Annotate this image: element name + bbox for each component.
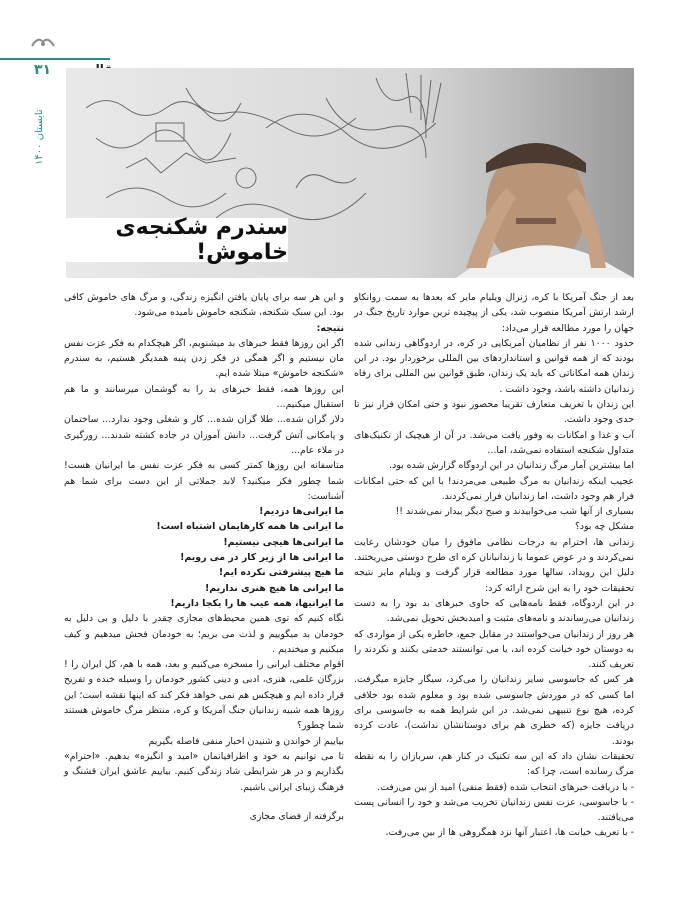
paragraph: این زندان با تعریف متعارف تقریبا محصور نبود و حتی امکان فرار نیز تا حدی وجود داشت. xyxy=(354,399,634,426)
paragraph: هر روز از زندانیان می‌خواستند در مقابل جمع، خاطره یکی از مواردی که به دوستان خود خیانت کرده اند، یا می توانستند خدمتی بکنند و نکردند را تعریف کنند. xyxy=(354,628,634,671)
header-rule xyxy=(0,58,110,60)
issue-label: تابستان ۱۴۰۰ xyxy=(34,109,45,165)
magazine-logo-icon xyxy=(30,34,56,50)
paragraph: و این هر سه برای پایان یافتن انگیزه زندگی، و مرگ های خاموش کافی بود. این سبک شکنجه، شکنجه خاموش نامیده می‌شود. xyxy=(64,292,344,319)
quote-line: ما ایرانی ها از زیر کار در می رویم! xyxy=(180,552,344,564)
quote-line: ما ایرانیها، همه عیب ها را یکجا داریم! xyxy=(170,597,344,609)
paragraph: بسیاری از آنها شب می‌خوابیدند و صبح دیگر بیدار نمی‌شدند !! xyxy=(395,506,634,518)
article-column-left xyxy=(64,290,344,824)
article-title: سندرم شکنجه‌ی خاموش! xyxy=(64,218,288,262)
page-number: ۳۱ xyxy=(34,62,52,78)
paragraph: - با جاسوسی، عزت نفس زندانیان تخریب می‌شد و خود را انسانی پست می‌یافتند. xyxy=(354,796,634,824)
paragraph: اگر این روزها فقط خبرهای بد میشنویم، اگر هیچکدام به فکر عزت نفس مان نیستیم و اگر همگی در فکر زدن پنبه همدیگر هستیم، به سندرم «شکنجه خاموش» مبتلا شده ایم. xyxy=(64,337,344,380)
paragraph: آب و غذا و امکانات به وفور یافت می‌شد. در آن از هیچیک از تکنیک‌های متداول شکنجه استفاده نمی‌شد، اما... xyxy=(354,429,634,456)
source-note: برگرفته از فضای مجازی xyxy=(249,810,344,822)
paragraph: بیاییم از خواندن و شنیدن اخبار منفی فاصله بگیریم xyxy=(148,735,344,747)
paragraph: مشکل چه بود؟ xyxy=(574,521,634,533)
paragraph: - با دریافت خبرهای انتخاب شده (فقط منفی) امید از بین می‌رفت. xyxy=(377,781,634,793)
quote-line: ما ایرانی ها هیچ هنری نداریم! xyxy=(205,582,344,594)
paragraph: تحقیقات نشان داد که این سه تکنیک در کنار هم، سربازان را به نقطه مرگ رسانده است، چرا که: xyxy=(354,750,634,778)
paragraph: حدود ۱۰۰۰ نفر از نظامیان آمریکایی در کره، در اردوگاهی زندانی شده بودند که از همه قوانین و استانداردهای بین المللی برخوردار بود. در این زندان همه امکاناتی که باید یک زندان، طبق قوانین بین المللی برای رفاه زندانیان داشته باشد، وجود داشت . xyxy=(354,337,634,395)
article-column-right xyxy=(354,290,634,841)
paragraph: نگاه کنیم که توی همین محیط‌های مجازی چقدر با دلیل و بی دلیل به خودمان بد میگوییم و لذت می بریم؛ به خودمان فحش میدهیم و کیف میکنیم و میخندیم . xyxy=(64,613,344,655)
quote-line: ما ایرانی‌ها دزدیم! xyxy=(259,506,344,518)
paragraph: زندانی ها، احترام به درجات نظامی مافوق را میان خودشان رعایت نمی‌کردند و در عوض عموما با زندانبانان کره ای طرح دوستی می‌ریختند. دلیل این رویداد، سالها مورد مطالعه قرار گرفت و ویلیام مایر نتیجه تحقیقات خود را به این شرح ارائه کرد: xyxy=(354,536,634,594)
paragraph: - با تعریف خیانت ها، اعتبار آنها نزد همگروهی ها از بین می‌رفت. xyxy=(385,827,634,839)
paragraph: بعد از جنگ آمریکا با کره، ژنرال ویلیام مایر که بعدها به سمت روانکاو ارشد ارتش آمریکا منصوب شد، یکی از پیچیده ترین موارد تاریخ جنگ در جهان را مورد مطالعه قرار می‌داد: xyxy=(354,292,634,334)
paragraph: متاسفانه این روزها کمتر کسی به فکر عزت نفس ما ایرانیان هست! شما چطور فکر میکنید؟ لابد جملاتی از این دست برای شما هم آشناست: xyxy=(64,460,344,502)
quote-line: ما ایرانی‌ها هیچی نیستیم! xyxy=(223,536,344,548)
paragraph: هر کس که جاسوسی سایر زندانیان را می‌کرد، سیگار جایزه میگرفت. اما کسی که در موردش جاسوسی شده بود و معلوم شده بود خلافی کرده، هیچ نوع تنبیهی نمی‌شد. در این شرایط همه به جاسوسی برای دریافت جایزه (که خطری هم برای دوستانشان نداشت)، عادت کرده بودند. xyxy=(354,674,634,747)
conclusion-heading: نتیجه: xyxy=(316,322,344,334)
paragraph: دلار گران شده... طلا گران شده... کار و شغلی وجود ندارد... ساختمان و پامکانی آتش گرفت... دانش آموزان در جاده کشته شدند... زورگیری در ملاء عام... xyxy=(64,414,344,456)
paragraph: تا می توانیم به خود و اطرافیانمان «امید و انگیزه» بدهیم. «احترام» بگذاریم و در هر شرایطی شاد زندگی کنیم. بیاییم عاشق ایران قشنگ و فرهنگ زیبای ایرانی باشیم. xyxy=(64,750,344,793)
paragraph: اقوام مختلف ایرانی را مسخره می‌کنیم و بعد، همه با هم، کل ایران را ! بزرگان علمی، هنری، ادبی و دینی کشور خودمان را وسیله خنده و تفریح قرار داده ایم و هیچکس هم نمی خواهد فکر کند که اینها نقشه است؛ این روزها همه شبیه زندانیان جنگ آمریکا و کره، منتظر مرگ خاموش هستند شما چطور؟ xyxy=(64,659,344,732)
quote-line: ما ایرانی ها همه کارهایمان اشتباه است! xyxy=(156,521,344,533)
quote-line: ما هیچ پیشرفتی نکرده ایم! xyxy=(218,567,344,579)
paragraph: در این اردوگاه، فقط نامه‌هایی که حاوی خبرهای بد بود را به دست زندانیان می‌رساندند و نامه‌های مثبت و امیدبخش تحویل نمی‌شد. xyxy=(354,597,634,625)
paragraph: اما بیشترین آمار مرگ زندانیان در این اردوگاه گزارش شده بود. xyxy=(389,460,634,472)
paragraph: این روزها همه، فقط خبرهای بد را به گوشمان میرسانند و ما هم استقبال میکنیم... xyxy=(64,383,344,411)
paragraph: عجیب اینکه زندانیان به مرگ طبیعی می‌مردند! با این که حتی امکانات فرار هم وجود داشت، اما زندانیان فرار نمی‌کردند. xyxy=(354,475,634,502)
